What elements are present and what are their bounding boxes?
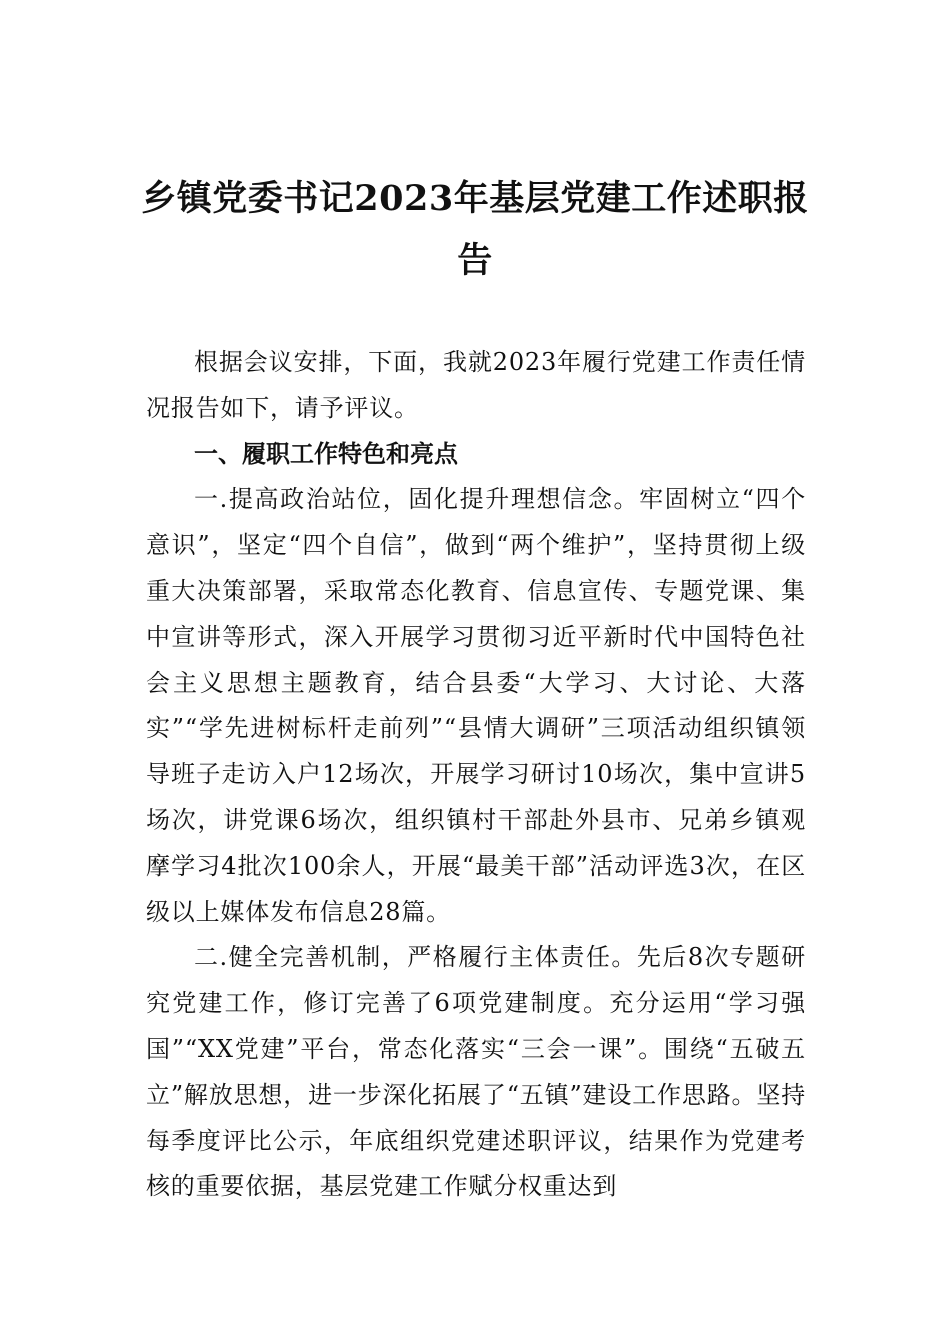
document-title: 乡镇党委书记2023年基层党建工作述职报告 xyxy=(141,178,809,281)
section-heading: 一、履职工作特色和亮点 xyxy=(194,439,458,468)
document-body xyxy=(146,340,806,1210)
paragraph-political-stance: 一.提高政治站位，固化提升理想信念。牢固树立“四个意识”，坚定“四个自信”，做到“两个维护”，坚持贯彻上级重大决策部署，采取常态化教育、信息宣传、专题党课、集中宣讲等形式，深入开展学习贯彻习近平新时代中国特色社会主义思想主题教育，结合县委“大学习、大讨论、大落实”“学先进树标杆走前列”“县情大调研”三项活动组织镇领导班子走访入户12场次，开展学习研讨10场次，集中宣讲5场次，讲党课6场次，组织镇村干部赴外县市、兄弟乡镇观摩学习4批次100余人，开展“最美干部”活动评选3次，在区级以上媒体发布信息28篇。 xyxy=(146,485,806,926)
intro-paragraph: 根据会议安排，下面，我就2023年履行党建工作责任情况报告如下，请予评议。 xyxy=(146,348,806,422)
paragraph-mechanism: 二.健全完善机制，严格履行主体责任。先后8次专题研究党建工作，修订完善了6项党建制度。充分运用“学习强国”“XX党建”平台，常态化落实“三会一课”。围绕“五破五立”解放思想，进一步深化拓展了“五镇”建设工作思路。坚持每季度评比公示，年底组织党建述职评议，结果作为党建考核的重要依据，基层党建工作赋分权重达到 xyxy=(146,943,806,1201)
